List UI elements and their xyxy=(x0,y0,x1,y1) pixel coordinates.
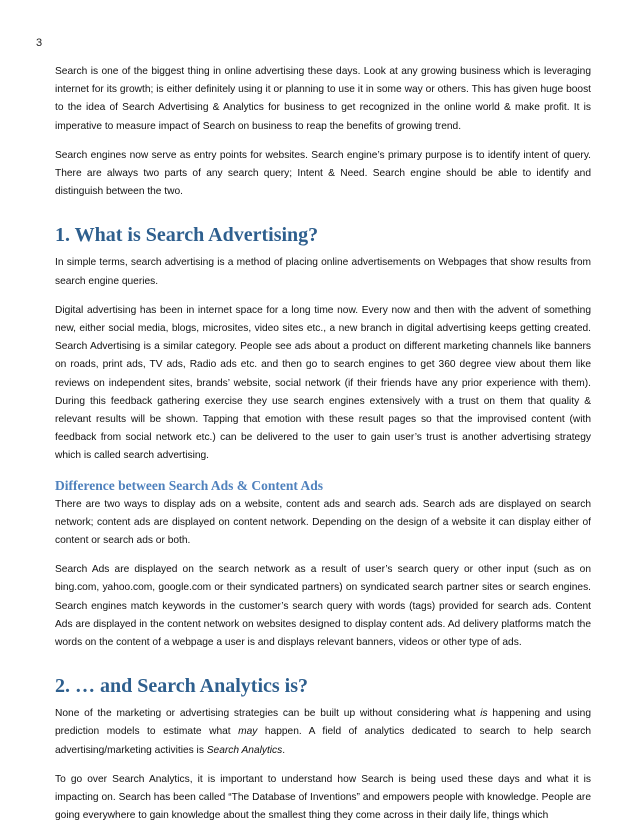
intro-paragraph-1: Search is one of the biggest thing in online advertising these days. Look at any growing business which is leveraging internet for its growth; is either definitely using it or planning to use it in some way or others. This has given huge boost to the idea of Search Advertising & Analytics for business to get recognized in the online world & make profit. It is imperative to measure impact of Search on business to reap the benefits of growing trend. xyxy=(55,66,591,132)
section-2-paragraph-1 xyxy=(55,705,591,760)
emphasis-may: may xyxy=(238,726,258,738)
emphasis-is: is xyxy=(480,708,488,720)
section-1-paragraph-2: Digital advertising has been in internet space for a long time now. Every now and then with the advent of something new, either social media, blogs, microsites, video sites etc., a new branch in digital advertising keeps getting created. Search Advertising is a similar category. People see ads about a product on different marketing channels like banners on roads, print ads, TV ads, Radio ads etc. and then go to search engines to get 360 degree view about them like reviews on independent sites, brands’ website, social network (if their friends have any prior experience with them). During this feedback gathering exercise they use search engines extensively with a trust on them that quality & relevant results will be shown. Tapping that emotion with these result pages so that the improvised content (with feedback from social network etc.) can be delivered to the user to gain user’s trust is another advertising strategy which is called search advertising. xyxy=(55,304,591,462)
text-run: . xyxy=(282,744,286,756)
section-1-paragraph-3: There are two ways to display ads on a website, content ads and search ads. Search ads are displayed on search network; content ads are displayed on content network. Depending on the design of a website it can display either of content or search ads or both. xyxy=(55,498,591,547)
text-run: happen. A field of analytics dedicated to search to help search advertising/marketing activities is xyxy=(55,726,591,756)
emphasis-search-analytics: Search Analytics xyxy=(206,744,283,756)
section-2-heading: 2. … and Search Analytics is? xyxy=(55,675,308,698)
page-number: 3 xyxy=(36,37,43,49)
text-run: None of the marketing or advertising strategies can be built up without considering what xyxy=(55,708,481,720)
section-1-subheading: Difference between Search Ads & Content Ads xyxy=(55,477,323,493)
section-1-heading: 1. What is Search Advertising? xyxy=(55,224,319,247)
intro-paragraph-2: Search engines now serve as entry points for websites. Search engine’s primary purpose is to identify intent of query. There are always two parts of any search query; Intent & Need. Search engine should be able to identify and distinguish between the two. xyxy=(55,149,591,198)
section-2-paragraph-2: To go over Search Analytics, it is important to understand how Search is being used these days and what it is impacting on. Search has been called “The Database of Inventions” and empowers people with knowledge. People are going everywhere to gain knowledge about the smallest thing they come across in their daily life, things which xyxy=(55,773,591,822)
section-1-paragraph-4: Search Ads are displayed on the search network as a result of user’s search query or other input (such as on bing.com, yahoo.com, google.com or their syndicated partners) on syndicated search partner sites or search engines. Search engines match keywords in the customer’s search query with words (tags) provided for search ads. Content Ads are displayed in the content network on websites designed to display content ads. Ad delivery platforms match the words on the content of a webpage a user is and displays relevant banners, videos or other type of ads. xyxy=(55,564,591,649)
section-1-paragraph-1: In simple terms, search advertising is a method of placing online advertisements on Webpages that show results from search engine queries. xyxy=(55,257,591,287)
text-run: happening and using prediction models to estimate what xyxy=(55,708,591,738)
document-body xyxy=(55,63,591,837)
